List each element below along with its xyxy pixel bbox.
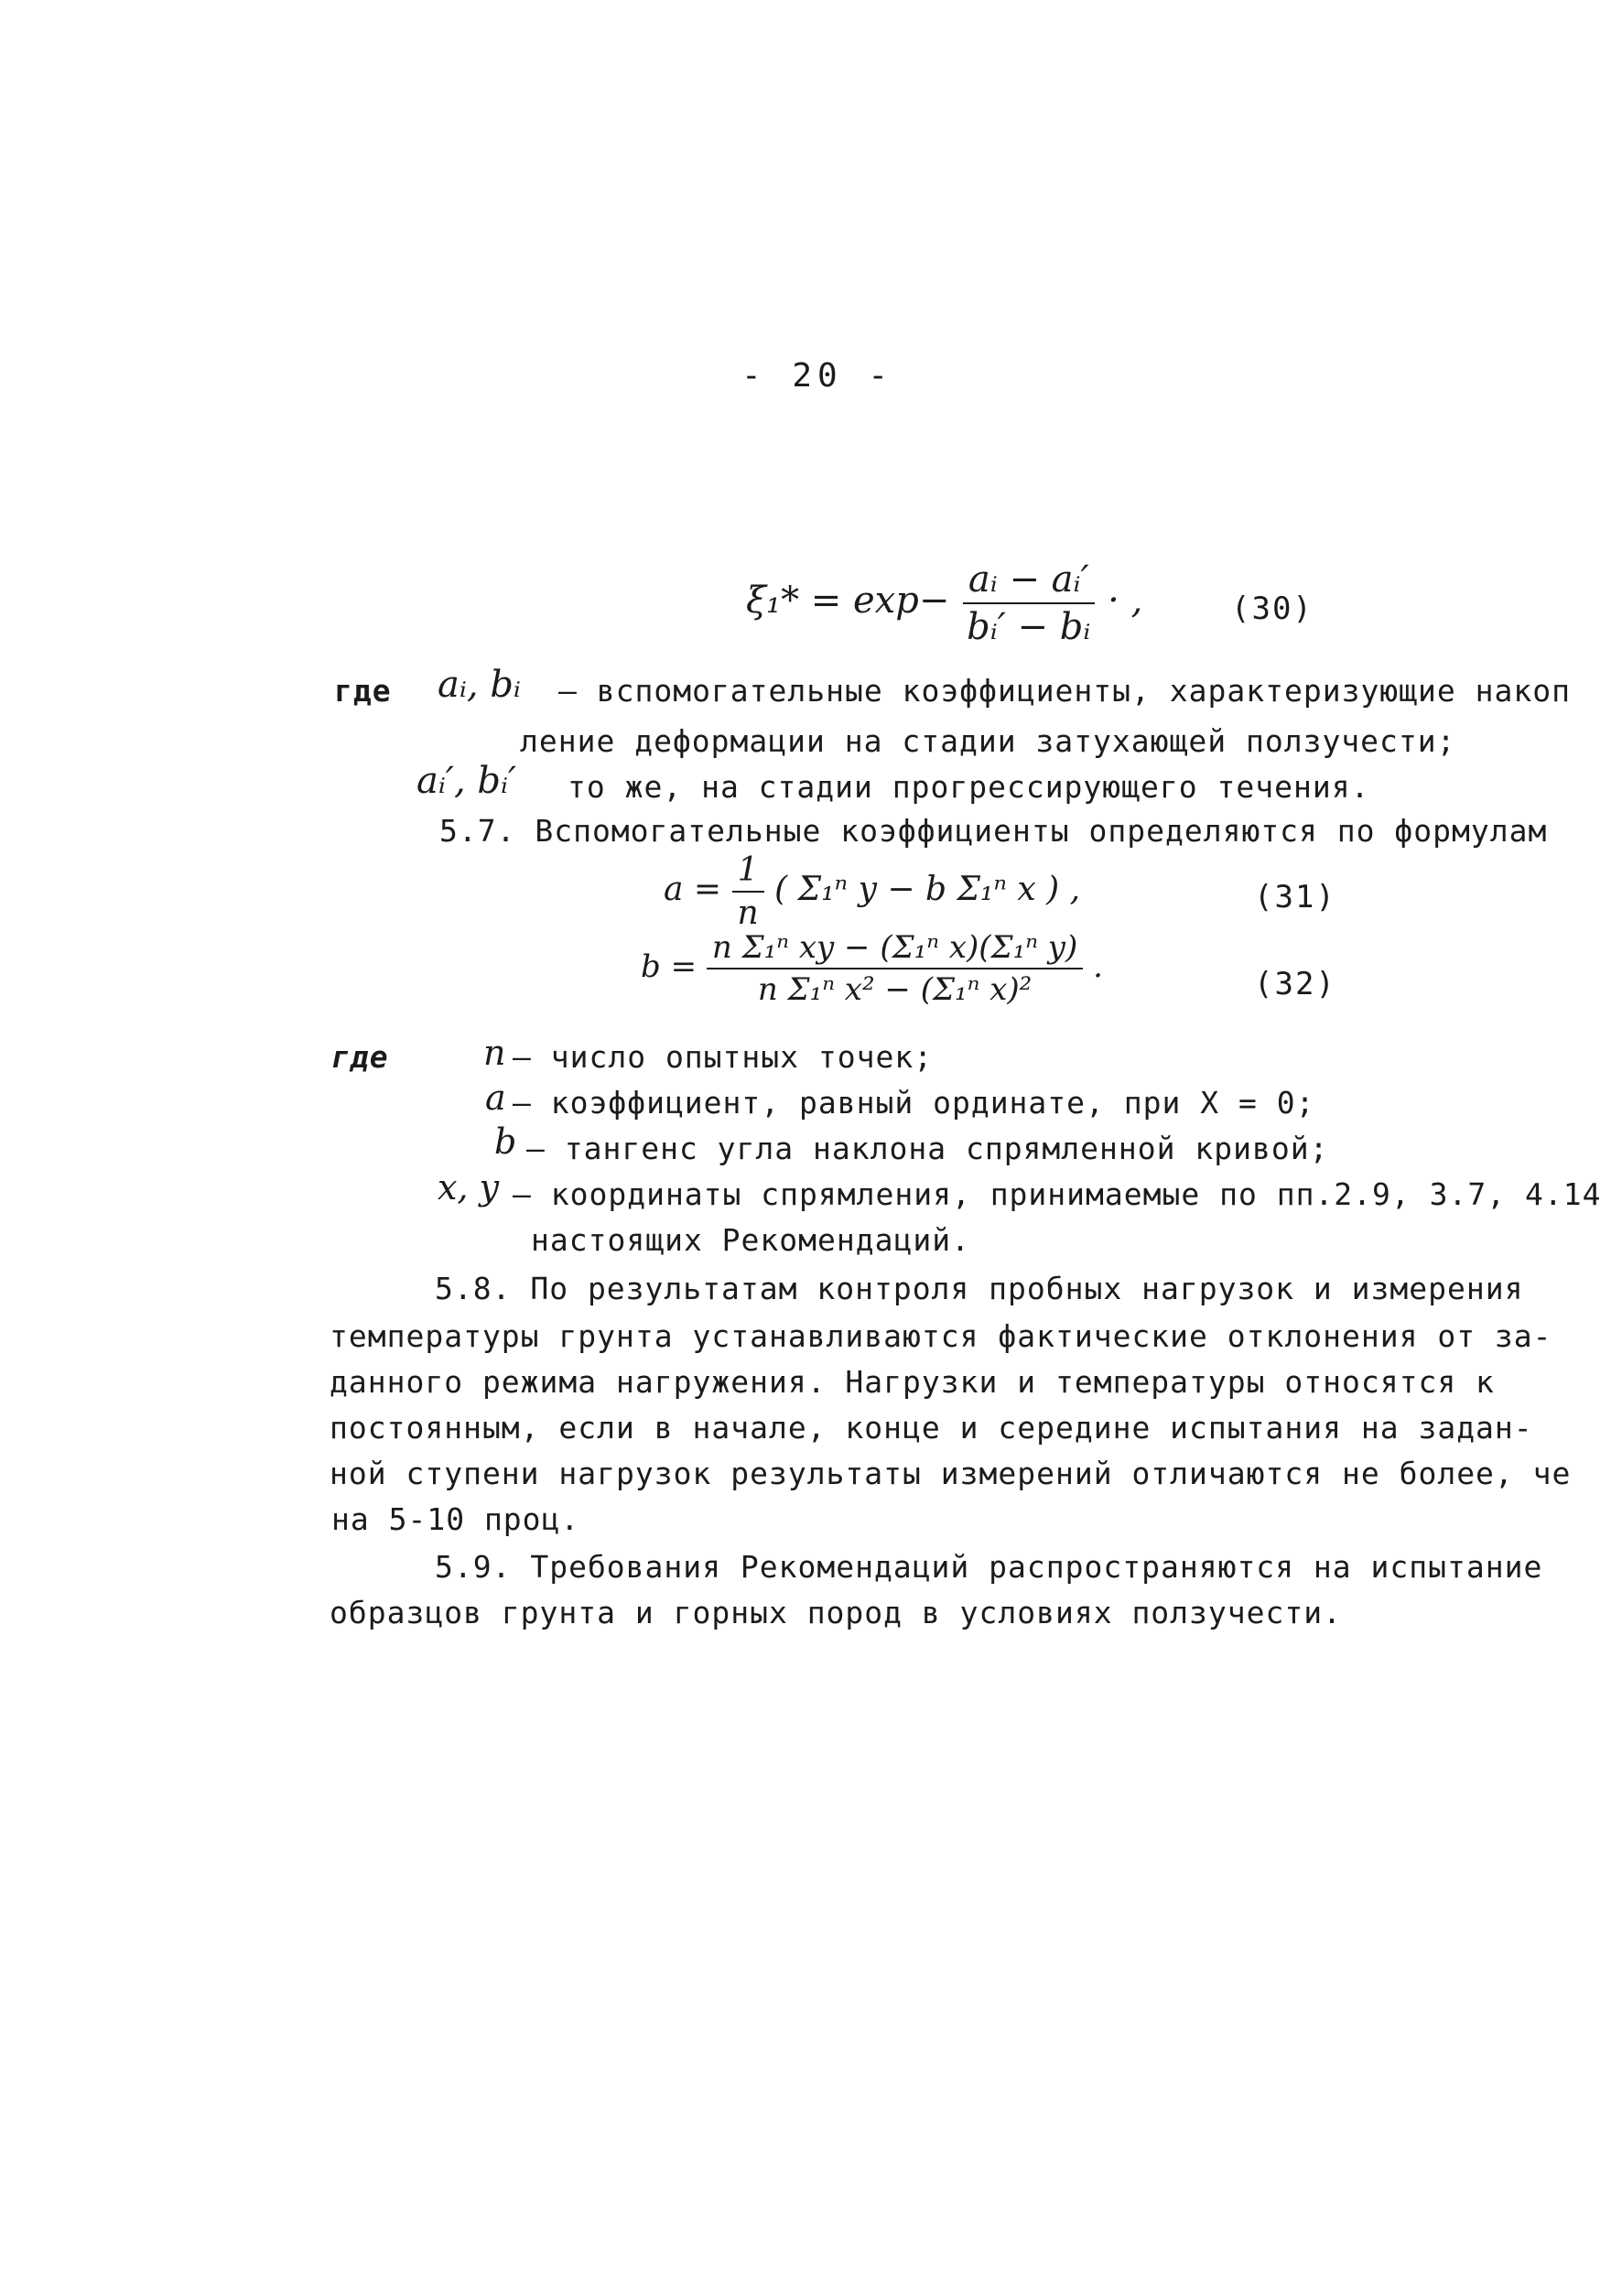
paragraph-5-8-line-3: данного режима нагружения. Нагрузки и температуры относятся к [330, 1364, 1495, 1400]
formula-31-fraction [732, 851, 764, 932]
definition-30-symbol-1: aᵢ, bᵢ [438, 664, 521, 706]
formula-31-frac-denominator: n [737, 894, 759, 932]
definition-30-text-1: – вспомогательные коэффициенты, характеризующие накоп [558, 673, 1571, 709]
formula-30-fraction [961, 558, 1096, 648]
paragraph-5-8-line-5: ной ступени нагрузок результаты измерений отличаются не более, че [330, 1456, 1572, 1491]
paragraph-5-7: 5.7. Вспомогательные коэффициенты определяются по формулам [439, 813, 1548, 849]
formula-30-denominator: bᵢ′ − bᵢ [967, 606, 1091, 648]
where-label-1: где [334, 673, 392, 709]
formula-32-fraction [707, 929, 1083, 1008]
definition-32-symbol-4: x, y [438, 1167, 500, 1208]
paragraph-5-8-line-4: постоянным, если в начале, конце и середине испытания на задан- [330, 1410, 1533, 1446]
paragraph-5-9-line-1: 5.9. Требования Рекомендаций распространяются на испытание [435, 1549, 1543, 1585]
equation-number-30: (30) [1231, 590, 1314, 627]
paragraph-5-8-line-1: 5.8. По результатам контроля пробных нагрузок и измерения [435, 1271, 1524, 1306]
definition-30-symbol-3: aᵢ′, bᵢ′ [416, 760, 517, 802]
formula-32-denominator: n Σ₁ⁿ x² − (Σ₁ⁿ x)² [757, 971, 1033, 1008]
formula-31-lhs: a = [664, 871, 732, 908]
definition-32-text-1: – число опытных точек; [513, 1039, 934, 1075]
page-number: - 20 - [741, 357, 894, 395]
definition-32-text-2: – коэффициент, равный ординате, при X = 0; [513, 1085, 1315, 1121]
formula-31-frac-numerator: 1 [732, 851, 764, 893]
formula-30-tail: · , [1108, 579, 1143, 622]
formula-31 [664, 851, 1080, 932]
formula-32 [641, 929, 1103, 1008]
formula-32-numerator: n Σ₁ⁿ xy − (Σ₁ⁿ x)(Σ₁ⁿ y) [707, 929, 1083, 969]
formula-31-rhs: ( Σ₁ⁿ y − b Σ₁ⁿ x ) , [774, 871, 1081, 908]
paragraph-5-9-line-2: образцов грунта и горных пород в условиях ползучести. [330, 1595, 1342, 1630]
formula-30-lhs: ξ₁* = exp− [746, 579, 950, 622]
formula-32-tail: . [1093, 948, 1103, 985]
formula-30-numerator: aᵢ − aᵢ′ [963, 558, 1095, 604]
definition-32-text-3: – тангенс угла наклона спрямленной кривой; [526, 1131, 1329, 1166]
paragraph-5-8-line-2: температуры грунта устанавливаются фактические отклонения от за- [330, 1318, 1552, 1354]
equation-number-31: (31) [1254, 879, 1336, 915]
definition-30-text-3: то же, на стадии прогрессирующего течения. [568, 769, 1370, 805]
definition-32-text-4: – координаты спрямления, принимаемые по пп.2.9, 3.7, 4.14 [513, 1176, 1602, 1212]
equation-number-32: (32) [1254, 966, 1336, 1002]
paragraph-5-8-line-6: на 5-10 проц. [331, 1501, 580, 1537]
definition-32-symbol-2: a [485, 1078, 506, 1118]
formula-30 [746, 558, 1142, 648]
formula-32-lhs: b = [641, 948, 707, 985]
where-label-2: где [331, 1039, 389, 1075]
definition-32-symbol-1: n [483, 1033, 506, 1073]
definition-32-text-5: настоящих Рекомендаций. [531, 1222, 970, 1258]
definition-32-symbol-3: b [494, 1121, 517, 1162]
definition-30-text-2: ление деформации на стадии затухающей ползучести; [520, 723, 1456, 759]
